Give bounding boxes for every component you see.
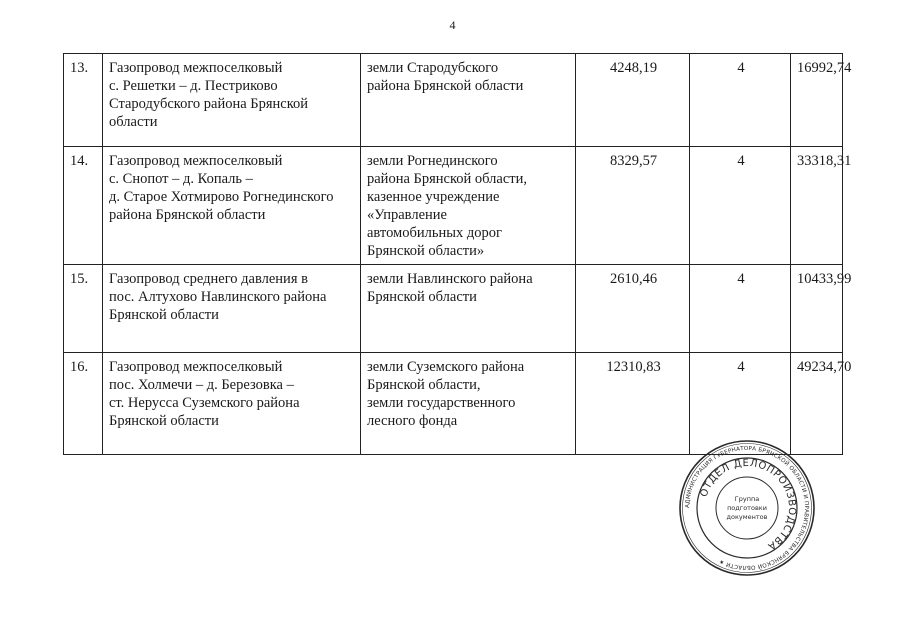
- object-line: пос. Холмечи – д. Березовка –: [109, 377, 294, 393]
- total-value: 33318,31: [791, 147, 843, 265]
- row-number: 13.: [64, 54, 103, 147]
- object-line: Брянской области: [109, 413, 219, 429]
- seal-center-line: документов: [726, 513, 768, 521]
- land-line: «Управление: [367, 207, 447, 223]
- seal-outer-textpath: АДМИНИСТРАЦИЯ ГУБЕРНАТОРА БРЯНСКОЙ ОБЛАСТИ И ПРАВИТЕЛЬСТВА БРЯНСКОЙ ОБЛАСТИ ★: [684, 445, 810, 571]
- land-line: казенное учреждение: [367, 189, 500, 205]
- coefficient-value: 4: [690, 147, 791, 265]
- seal-inner-textpath: ОТДЕЛ ДЕЛОПРОИЗВОДСТВА: [698, 457, 798, 552]
- land-line: Брянской области»: [367, 243, 485, 259]
- coefficient-value: 4: [690, 353, 791, 455]
- land-line: лесного фонда: [367, 413, 458, 429]
- row-number: 16.: [64, 353, 103, 455]
- object-line: с. Решетки – д. Пестриково: [109, 78, 278, 94]
- object-line: района Брянской области: [109, 207, 266, 223]
- total-value: 10433,99: [791, 265, 843, 353]
- object-line: Брянской области: [109, 307, 219, 323]
- land-category: [361, 353, 576, 455]
- object-line: Газопровод межпоселковый: [109, 359, 283, 375]
- object-name: [103, 147, 361, 265]
- object-line: Газопровод межпоселковый: [109, 153, 283, 169]
- table-row: [64, 265, 843, 353]
- object-name: [103, 54, 361, 147]
- area-value: 2610,46: [576, 265, 690, 353]
- area-value: 12310,83: [576, 353, 690, 455]
- object-line: Газопровод межпоселковый: [109, 60, 283, 76]
- object-line: пос. Алтухово Навлинского района: [109, 289, 327, 305]
- land-category: [361, 147, 576, 265]
- land-line: земли Навлинского района: [367, 271, 533, 287]
- land-line: земли Стародубского: [367, 60, 499, 76]
- table-row: [64, 54, 843, 147]
- row-number: 15.: [64, 265, 103, 353]
- land-line: земли Рогнединского: [367, 153, 498, 169]
- land-line: земли Суземского района: [367, 359, 525, 375]
- object-name: [103, 353, 361, 455]
- object-line: Стародубского района Брянской: [109, 96, 309, 112]
- table-row: [64, 147, 843, 265]
- total-value: 16992,74: [791, 54, 843, 147]
- total-value: 49234,70: [791, 353, 843, 455]
- land-category: [361, 54, 576, 147]
- land-line: района Брянской области,: [367, 171, 527, 187]
- area-value: 8329,57: [576, 147, 690, 265]
- land-line: Брянской области,: [367, 377, 481, 393]
- object-line: Газопровод среднего давления в: [109, 271, 308, 287]
- seal-center-line: подготовки: [727, 504, 767, 512]
- area-value: 4248,19: [576, 54, 690, 147]
- object-line: с. Снопот – д. Копаль –: [109, 171, 253, 187]
- coefficient-value: 4: [690, 265, 791, 353]
- object-line: области: [109, 114, 158, 130]
- page-number: 4: [449, 18, 456, 32]
- object-line: д. Старое Хотмирово Рогнединского: [109, 189, 334, 205]
- land-line: автомобильных дорог: [367, 225, 502, 241]
- coefficient-value: 4: [690, 54, 791, 147]
- row-number: 14.: [64, 147, 103, 265]
- land-line: района Брянской области: [367, 78, 524, 94]
- land-category: [361, 265, 576, 353]
- land-line: земли государственного: [367, 395, 516, 411]
- gas-pipeline-table: [63, 53, 852, 455]
- object-line: ст. Нерусса Суземского района: [109, 395, 300, 411]
- seal-center-line: Группа: [734, 495, 760, 503]
- object-name: [103, 265, 361, 353]
- land-line: Брянской области: [367, 289, 477, 305]
- official-seal: [677, 438, 817, 578]
